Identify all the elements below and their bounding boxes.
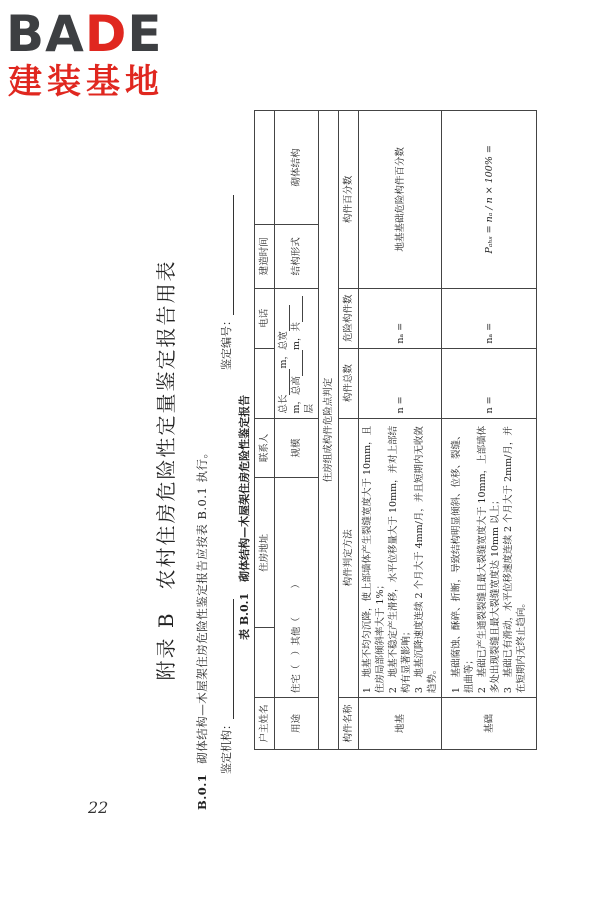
phone-label: 电话 [255, 288, 275, 348]
component-danger: nₐ = [442, 288, 537, 348]
section-title: 住房组成构件危险点判定 [319, 111, 339, 750]
structure-form-value: 砌体结构 [275, 111, 319, 225]
scale-value: 总长m，总宽m，总高m，共层 [275, 288, 319, 418]
header-component: 构件名称 [339, 698, 359, 750]
component-name: 基础 [442, 698, 537, 750]
code-blank [223, 195, 234, 315]
table-row [319, 111, 339, 750]
page-number: 22 [88, 798, 109, 817]
owner-value [255, 628, 275, 698]
clause-number: B.0.1 [195, 773, 209, 810]
table-row [442, 111, 537, 750]
clause-line [194, 447, 210, 810]
header-percent: 构件百分数 [339, 111, 359, 289]
brand-logo [6, 4, 176, 104]
contact-value [255, 348, 275, 418]
component-name: 地基 [359, 698, 442, 750]
component-total: n = [359, 348, 442, 418]
header-danger: 危险构件数 [339, 288, 359, 348]
usage-value: 住宅（ ）其他（ ） [275, 478, 319, 698]
scale-label: 规模 [275, 418, 319, 478]
org-field: 鉴定机构： [218, 599, 234, 774]
component-total: n = [442, 348, 537, 418]
table-row [359, 111, 442, 750]
usage-label: 用途 [275, 698, 319, 750]
table-header-row [339, 111, 359, 750]
header-total: 构件总数 [339, 348, 359, 418]
clause-text: 砌体结构—木屋架住房危险性鉴定报告应按表 B.0.1 执行。 [195, 446, 209, 764]
build-time-label: 建造时间 [255, 224, 275, 288]
report-table [254, 110, 537, 750]
structure-form-label: 结构形式 [275, 224, 319, 288]
build-time-value [255, 111, 275, 225]
appendix-title: 附录 B 农村住房危险性定量鉴定报告用表 [154, 259, 178, 681]
table-row [275, 111, 319, 750]
rotated-page-content [150, 100, 590, 840]
table-title: 表 B.0.1 砌体结构—木屋架住房危险性鉴定报告 [238, 394, 251, 640]
owner-label: 户主姓名 [255, 698, 275, 750]
percent-formula: Pₐₕₛ = nₐ / n × 100% = [442, 111, 537, 289]
component-percent: 地基基础危险构件百分数 [359, 111, 442, 289]
component-method: 1 地基不均匀沉降，使上部墙体产生裂缝宽度大于 10mm，且住房局部倾斜率大于 1%； 2 地基不稳定产生滑移，水平位移量大于 10mm，并对上部结构有显著影响； 3 地基沉降速度连续 2 个月大于 4mm/月，并且短期内无收敛趋势。 [359, 418, 442, 698]
logo-subtitle: 建装基地 [8, 62, 164, 102]
component-danger: nₐ = [359, 288, 442, 348]
org-blank [223, 599, 234, 719]
address-label: 住房地址 [255, 478, 275, 628]
code-field: 鉴定编号： [218, 195, 234, 370]
logo-word: BADE [6, 5, 163, 63]
component-method: 1 基础腐蚀、酥碎、折断，导致结构明显倾斜、位移、裂缝、扭曲等； 2 基础已产生通裂裂缝且最大裂缝宽度大于 10mm，上部墙体多处出现裂缝且最大裂缝宽度达 10mm 以上； 3 基础已有滑动，水平位移速度连续 2 个月大于 2mm/月，并在短期内无终止趋向。 [442, 418, 537, 698]
contact-label: 联系人 [255, 418, 275, 478]
table-row [255, 111, 275, 750]
header-method: 构件判定方法 [339, 418, 359, 698]
